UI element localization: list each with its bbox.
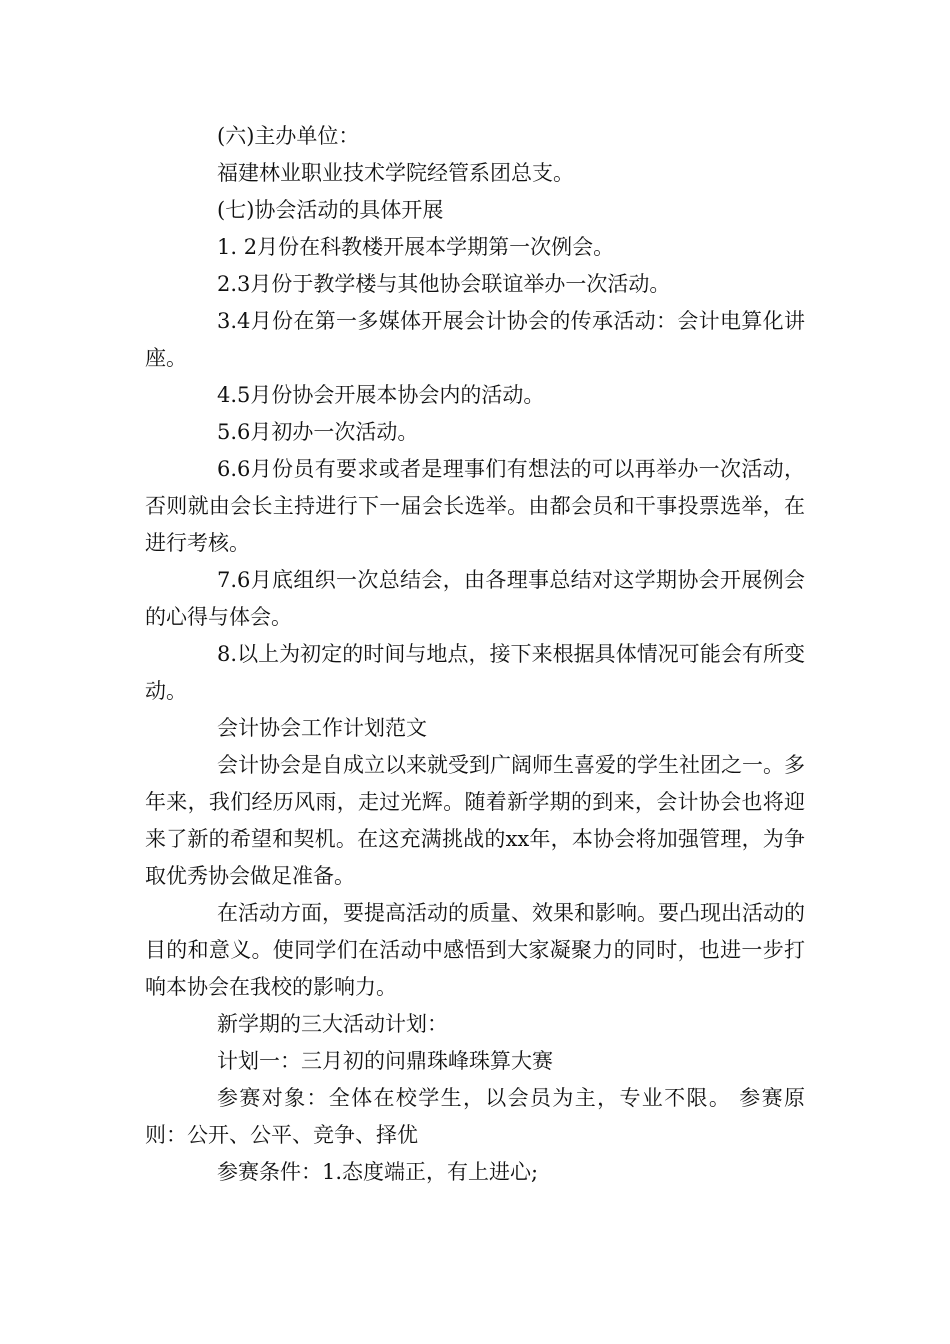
paragraph-participants: 参赛对象：全体在校学生，以会员为主，专业不限。 参赛原则：公开、公平、竞争、择优 [145,1086,805,1147]
list-item-2: 2.3月份于教学楼与其他协会联谊举办一次活动。 [217,272,671,296]
list-item-1: 1. 2月份在科教楼开展本学期第一次例会。 [217,235,615,259]
paragraph-plans-heading: 新学期的三大活动计划： [217,1012,448,1036]
paragraph-activities-heading: (七)协会活动的具体开展 [217,198,444,222]
list-item-5: 5.6月初办一次活动。 [217,420,419,444]
paragraph-intro: 会计协会是自成立以来就受到广阔师生喜爱的学生社团之一。多年来，我们经历风雨，走过光辉。随着新学期的到来，会计协会也将迎来了新的希望和契机。在这充满挑战的xx年，本协会将加强管理，为争取优秀协会做足准备。 [145,753,805,888]
paragraph-plan-one: 计划一：三月初的问鼎珠峰珠算大赛 [217,1049,553,1073]
list-item-8: 8.以上为初定的时间与地点，接下来根据具体情况可能会有所变动。 [145,642,805,703]
section-title: 会计协会工作计划范文 [217,716,427,740]
list-item-6: 6.6月份员有要求或者是理事们有想法的可以再举办一次活动，否则就由会长主持进行下一届会长选举。由都会员和干事投票选举，在进行考核。 [145,457,805,555]
document-page [145,118,805,1191]
paragraph-activities: 在活动方面，要提高活动的质量、效果和影响。要凸现出活动的目的和意义。使同学们在活动中感悟到大家凝聚力的同时，也进一步打响本协会在我校的影响力。 [145,901,805,999]
list-item-3: 3.4月份在第一多媒体开展会计协会的传承活动：会计电算化讲座。 [145,309,805,370]
paragraph-conditions: 参赛条件：1.态度端正，有上进心; [217,1160,539,1184]
list-item-4: 4.5月份协会开展本协会内的活动。 [217,383,545,407]
paragraph-sponsor-heading: (六)主办单位： [217,124,360,148]
list-item-7: 7.6月底组织一次总结会，由各理事总结对这学期协会开展例会的心得与体会。 [145,568,805,629]
paragraph-sponsor: 福建林业职业技术学院经管系团总支。 [217,161,574,185]
